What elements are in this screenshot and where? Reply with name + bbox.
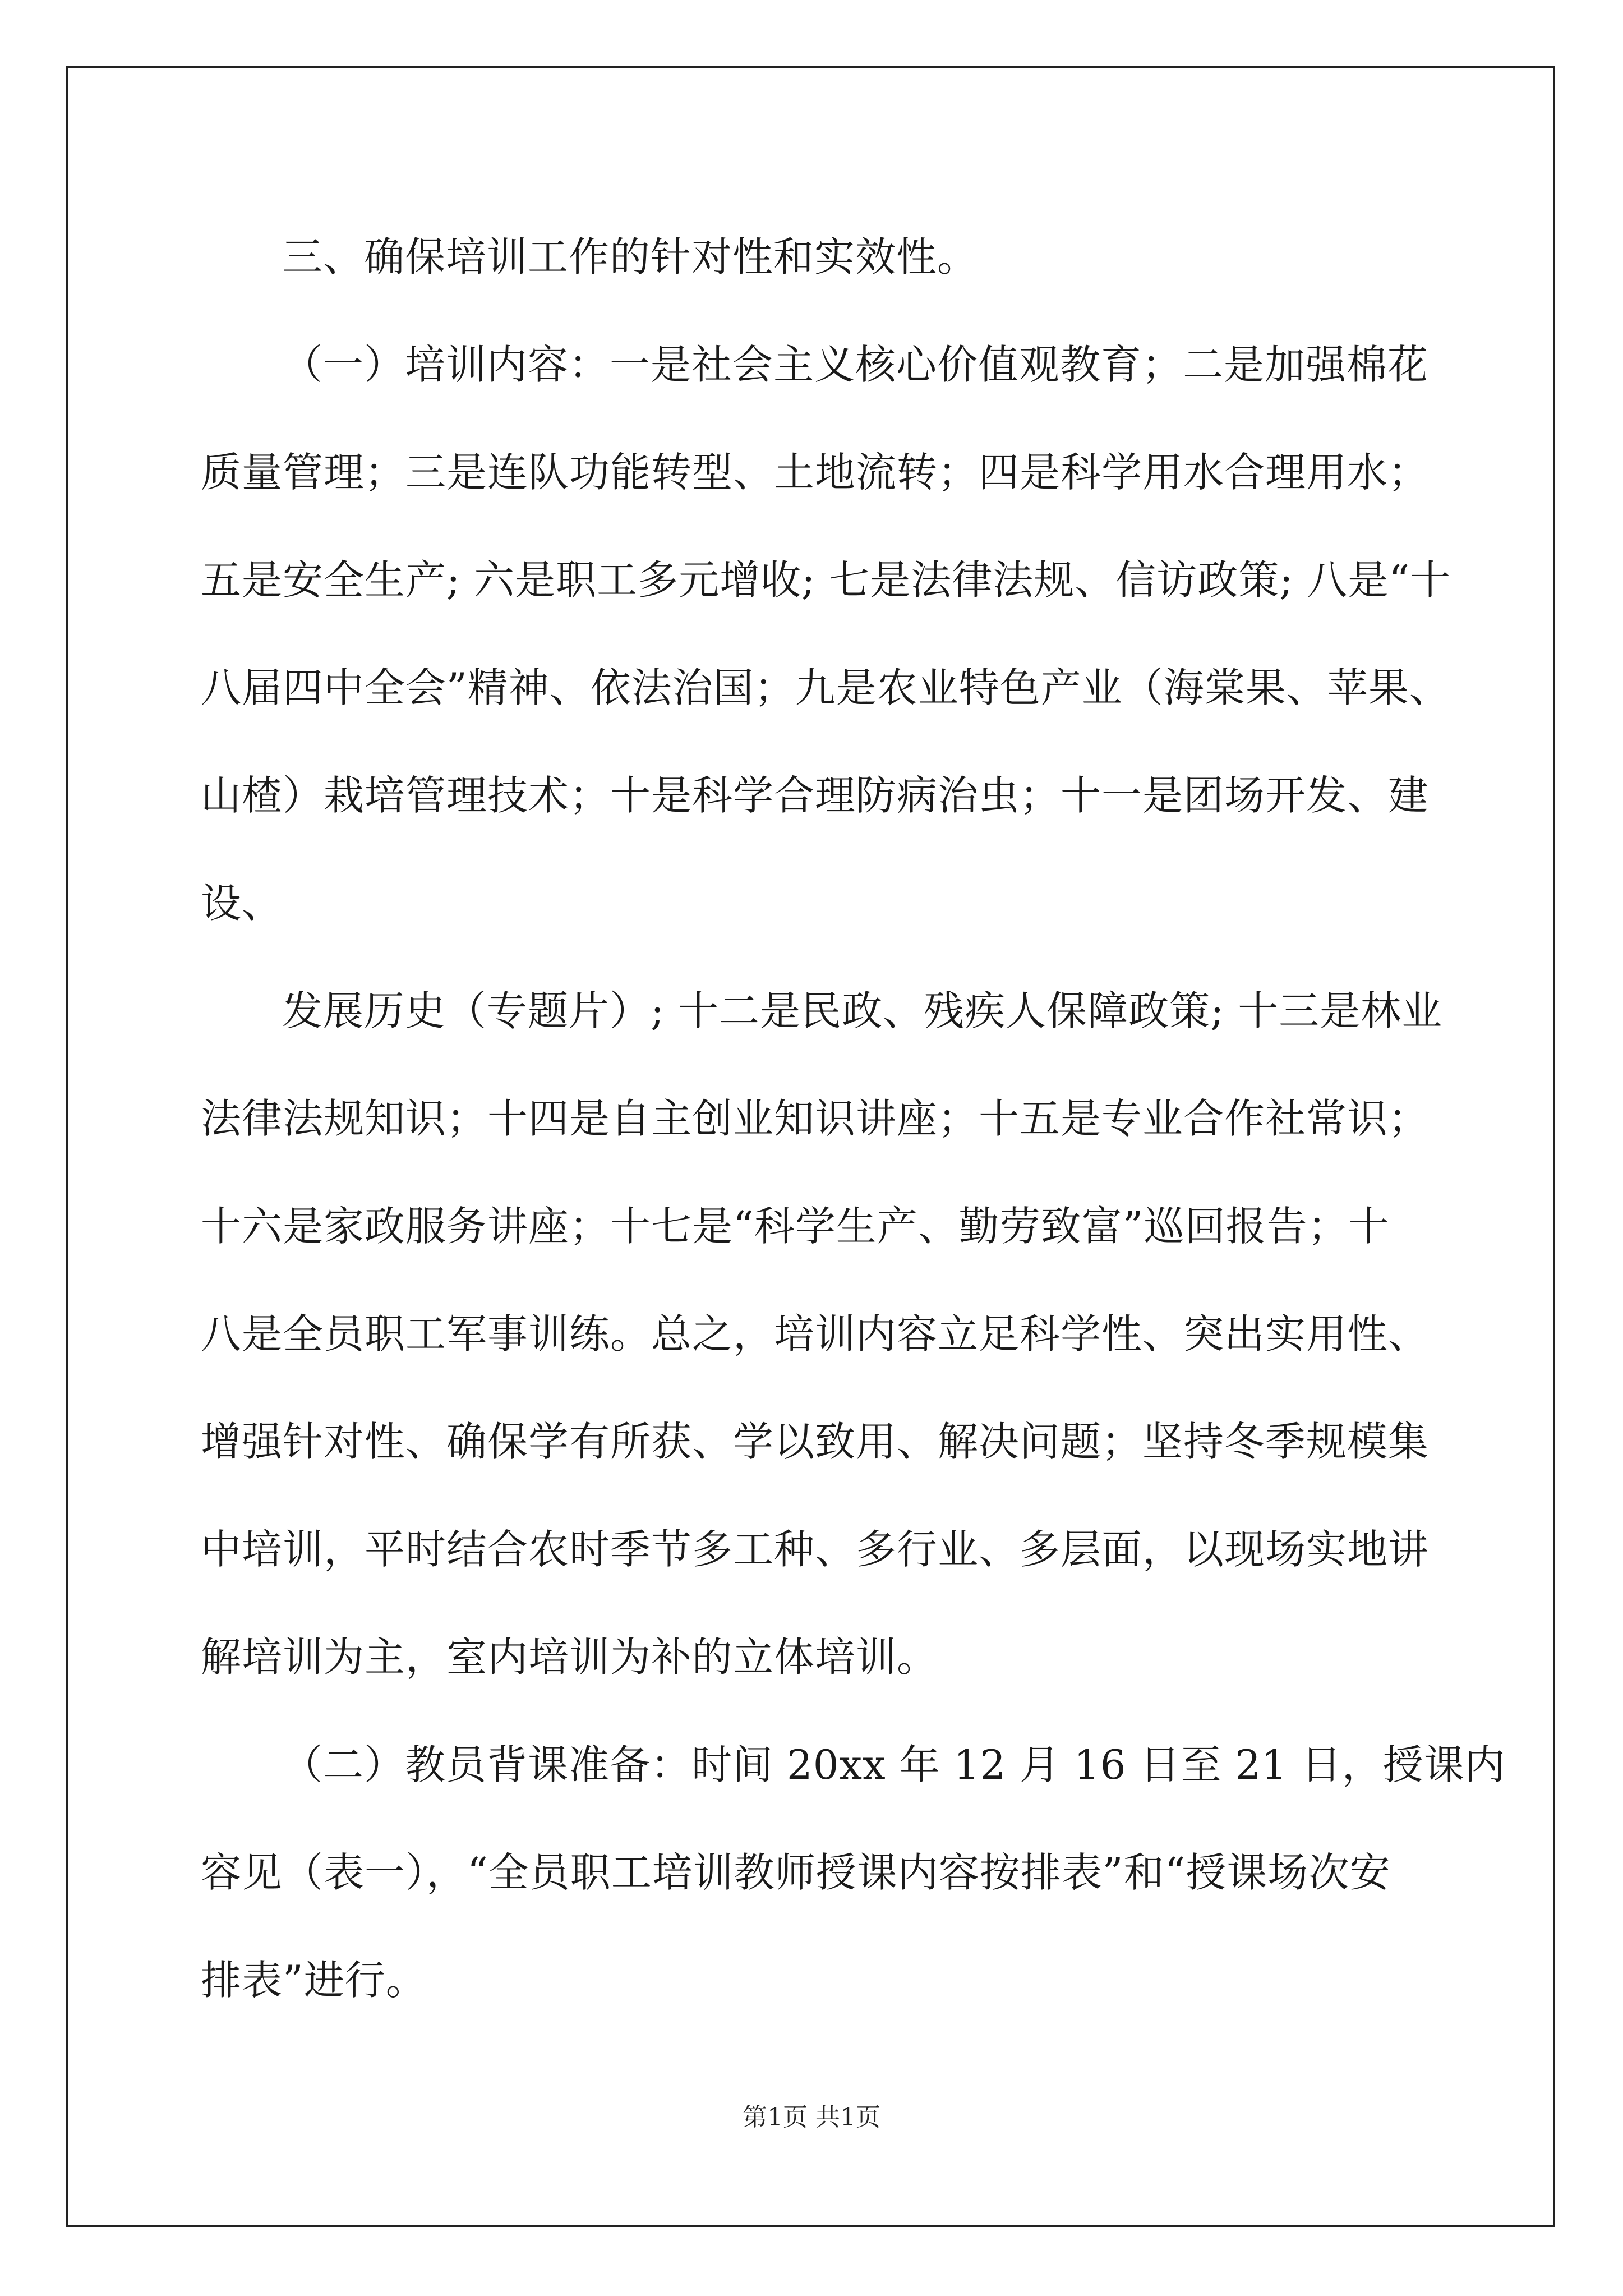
paragraph-line: 十六是家政服务讲座；十七是“科学生产、勤劳致富”巡回报告；十: [201, 1203, 1390, 1250]
paragraph-line: 八是全员职工军事训练。总之，培训内容立足科学性、突出实用性、: [201, 1310, 1430, 1358]
paragraph-line: 容见（表一），“全员职工培训教师授课内容按排表”和“授课场次安: [201, 1849, 1391, 1896]
paragraph-line: 发展历史（专题片）; 十二是民政、残疾人保障政策; 十三是林业: [282, 987, 1443, 1034]
paragraph-line: 设、: [201, 880, 283, 927]
paragraph-line: 五是安全生产; 六是职工多元增收; 七是法律法规、信访政策; 八是“十: [201, 556, 1451, 604]
paragraph-heading-3: 三、确保培训工作的针对性和实效性。: [282, 233, 979, 280]
paragraph-line: 质量管理；三是连队功能转型、土地流转；四是科学用水合理用水；: [201, 449, 1430, 496]
page-footer: 第1页 共1页: [743, 2103, 880, 2132]
paragraph-line: 法律法规知识；十四是自主创业知识讲座；十五是专业合作社常识；: [201, 1095, 1430, 1142]
paragraph-line: （二）教员背课准备：时间 20xx 年 12 月 16 日至 21 日，授课内: [282, 1741, 1506, 1788]
paragraph-line: 增强针对性、确保学有所获、学以致用、解决问题；坚持冬季规模集: [201, 1418, 1430, 1465]
paragraph-line: 山楂）栽培管理技术；十是科学合理防病治虫；十一是团场开发、建: [201, 772, 1430, 819]
paragraph-line: （一）培训内容：一是社会主义核心价值观教育；二是加强棉花: [282, 341, 1429, 388]
paragraph-line: 排表”进行。: [201, 1957, 427, 2004]
paragraph-line: 八届四中全会”精神、依法治国；九是农业特色产业（海棠果、苹果、: [201, 664, 1450, 711]
paragraph-line: 中培训，平时结合农时季节多工种、多行业、多层面，以现场实地讲: [201, 1526, 1430, 1573]
paragraph-line: 解培训为主，室内培训为补的立体培训。: [201, 1634, 938, 1681]
